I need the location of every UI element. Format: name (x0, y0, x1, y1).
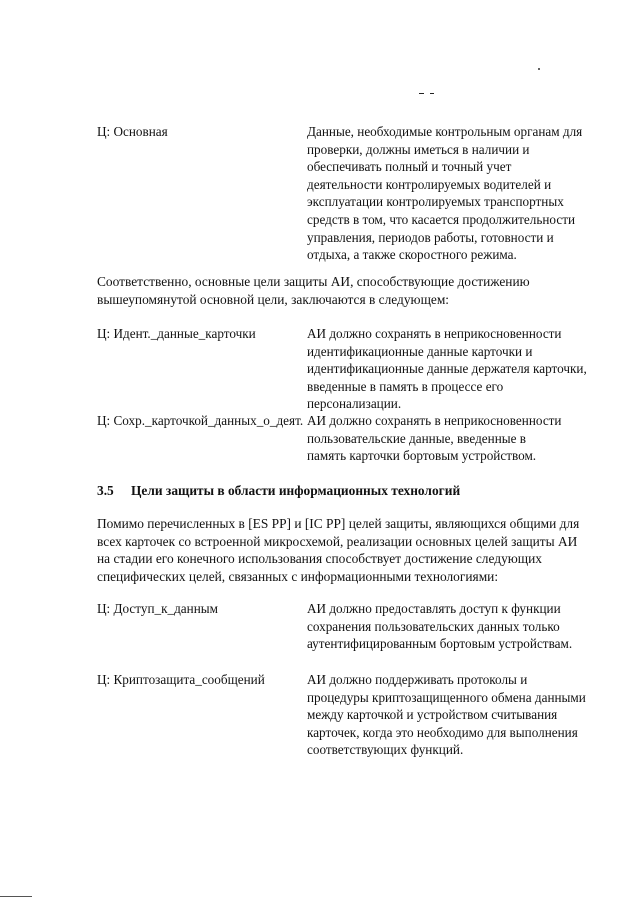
objective-text: АИ должно предоставлять доступ к функции сохранения пользовательских данных только аутентифицированным бортовым устройствам. (307, 601, 573, 652)
section-title: Цели защиты в области информационных технологий (131, 483, 461, 498)
objective-label: Ц: Сохр._карточкой_данных_о_деят. (97, 413, 304, 428)
it-paragraph: Помимо перечисленных в [ES PP] и [IC PP] целей защиты, являющихся общими для всех карточек со встроенной микросхемой, реализации основных целей защиты АИ на стадии его конечного использования способствует достижение следующих специфических целей, связанных с информационными технологиями: (97, 516, 580, 584)
objective-label: Ц: Доступ_к_данным (97, 601, 218, 616)
scan-edge-mark (0, 896, 32, 897)
objective-text: АИ должно поддерживать протоколы и процедуры криптозащищенного обмена данными между карточкой и устройством считывания карточек, когда это необходимо для выполнения соответствующих функций. (307, 672, 586, 758)
scan-dot (538, 68, 540, 70)
objective-label: Ц: Идент._данные_карточки (97, 326, 256, 341)
section-number: 3.5 (97, 483, 114, 498)
objective-text: АИ должно сохранять в неприкосновенности пользовательские данные, введенные в память карточки бортовым устройством. (307, 413, 562, 464)
scan-mark (430, 93, 434, 94)
section-heading (97, 483, 460, 499)
intro-paragraph: Соответственно, основные цели защиты АИ, способствующие достижению вышеупомянутой основной цели, заключаются в следующем: (97, 274, 530, 307)
scan-mark (419, 93, 424, 94)
objective-label: Ц: Криптозащита_сообщений (97, 672, 265, 687)
objective-main-text: Данные, необходимые контрольным органам для проверки, должны иметься в наличии и обеспечивать полный и точный учет деятельности контролируемых водителей и эксплуатации контролируемых транспортных средств в том, что касается продолжительности управления, периодов работы, готовности и отдыха, а также скоростного режима. (307, 124, 583, 263)
objective-text: АИ должно сохранять в неприкосновенности идентификационные данные карточки и идентификационные данные держателя карточки, введенные в память в процессе его персонализации. (307, 326, 587, 412)
objective-main-label: Ц: Основная (97, 124, 168, 139)
